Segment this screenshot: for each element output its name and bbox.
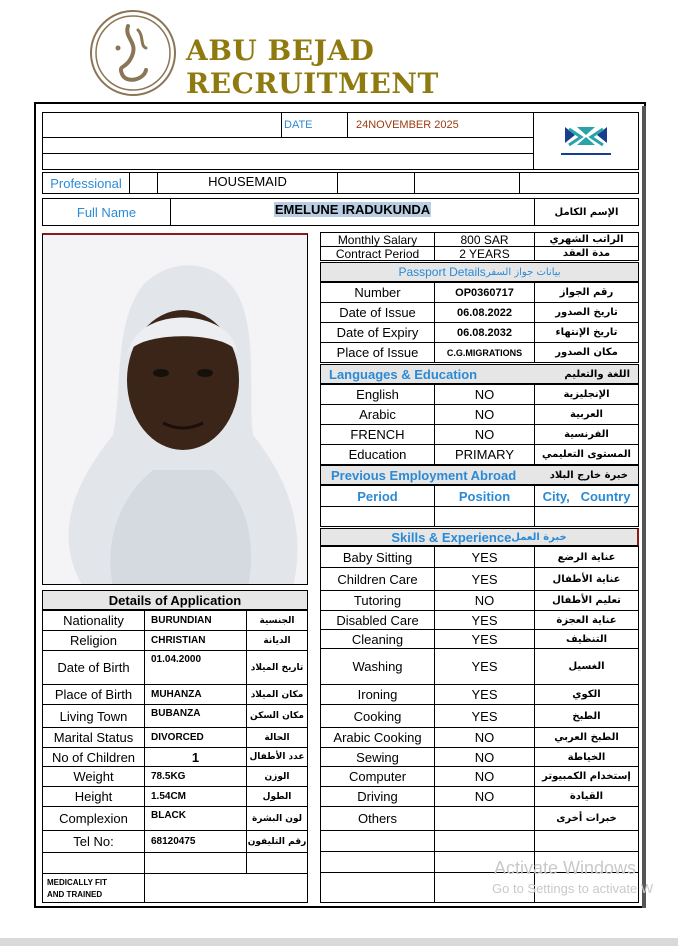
medical-line-1: MEDICALLY FIT bbox=[47, 878, 108, 887]
application-row-ar: مكان الميلاد bbox=[246, 684, 308, 705]
skill-row-value: NO bbox=[434, 590, 535, 611]
languages-heading bbox=[320, 364, 639, 384]
skill-row-ar: خبرات أخرى bbox=[534, 806, 639, 831]
application-row-label: Tel No: bbox=[42, 830, 145, 853]
skills-blank-row-1c bbox=[534, 830, 639, 852]
application-row-label: Weight bbox=[42, 766, 145, 787]
full-name-label: Full Name bbox=[42, 198, 171, 226]
skill-row-value: YES bbox=[434, 629, 535, 649]
application-row-label: Date of Birth bbox=[42, 650, 145, 685]
professional-blank-2 bbox=[337, 172, 415, 194]
application-row-ar: لون البشرة bbox=[246, 806, 308, 831]
application-row-value: DIVORCED bbox=[144, 727, 247, 748]
skill-row-ar: عناية الرضع bbox=[534, 546, 639, 568]
passport-row-label: Date of Issue bbox=[320, 302, 435, 323]
skills-blank-row-2 bbox=[320, 851, 435, 873]
professional-blank-4 bbox=[519, 172, 639, 194]
skill-row-label: Cleaning bbox=[320, 629, 435, 649]
passport-row-value: 06.08.2032 bbox=[434, 322, 535, 343]
application-row-label: Complexion bbox=[42, 806, 145, 831]
skills-heading-en: Skills & Experience bbox=[391, 529, 512, 545]
watermark-line-1: Activate Windows bbox=[494, 858, 637, 878]
application-row-ar: الوزن bbox=[246, 766, 308, 787]
application-row-value: CHRISTIAN bbox=[144, 630, 247, 651]
header-blank-2 bbox=[42, 137, 534, 154]
skills-heading bbox=[320, 528, 639, 546]
employment-heading bbox=[320, 465, 639, 485]
skill-row-label: Driving bbox=[320, 786, 435, 807]
full-name-value: EMELUNE IRADUKUNDA bbox=[274, 202, 431, 217]
passport-row-value: C.G.MIGRATIONS bbox=[434, 342, 535, 363]
application-row-ar: الحالة bbox=[246, 727, 308, 748]
skill-row-ar: عناية العجزة bbox=[534, 610, 639, 630]
professional-value: HOUSEMAID bbox=[157, 172, 338, 194]
header-blank-1 bbox=[42, 112, 282, 138]
application-heading: Details of Application bbox=[42, 590, 308, 610]
application-row-value: BURUNDIAN bbox=[144, 610, 247, 631]
salary-label-ar: الراتب الشهري bbox=[534, 232, 639, 247]
application-row-ar: عدد الأطفال bbox=[246, 747, 308, 767]
language-row-value: NO bbox=[434, 404, 535, 425]
application-row-label: Height bbox=[42, 786, 145, 807]
application-row-value: 01.04.2000 bbox=[144, 650, 247, 685]
employment-col-period: Period bbox=[320, 485, 435, 507]
application-row-value: 78.5KG bbox=[144, 766, 247, 787]
application-row-label: Living Town bbox=[42, 704, 145, 728]
agency-logo-icon bbox=[551, 121, 621, 161]
passport-row-value: OP0360717 bbox=[434, 282, 535, 303]
skills-blank-row-1b bbox=[434, 830, 535, 852]
watermark-line-2: Go to Settings to activate W bbox=[492, 881, 654, 896]
medical-box bbox=[42, 873, 145, 903]
skill-row-value: YES bbox=[434, 648, 535, 685]
application-blank-row-c bbox=[246, 852, 308, 874]
skill-row-value: YES bbox=[434, 567, 535, 591]
application-row-value: BLACK bbox=[144, 806, 247, 831]
employment-heading-ar: خبرة خارج البلاد bbox=[549, 469, 628, 481]
application-blank-row-b bbox=[144, 852, 247, 874]
agency-logo-box bbox=[533, 112, 639, 170]
skill-row-ar: إستخدام الكمبيوتر bbox=[534, 766, 639, 787]
skill-row-ar: القيادة bbox=[534, 786, 639, 807]
salary-value: 800 SAR bbox=[434, 232, 535, 247]
language-row-value: PRIMARY bbox=[434, 444, 535, 465]
employment-heading-en: Previous Employment Abroad bbox=[331, 467, 517, 483]
skill-row-value: YES bbox=[434, 704, 535, 728]
passport-heading-ar: بيانات جواز السفر bbox=[485, 266, 561, 278]
right-shadow bbox=[642, 106, 646, 908]
languages-heading-en: Languages & Education bbox=[329, 366, 478, 382]
skill-row-label: Sewing bbox=[320, 747, 435, 767]
application-row-label: Marital Status bbox=[42, 727, 145, 748]
skill-row-value: YES bbox=[434, 610, 535, 630]
skill-row-label: Washing bbox=[320, 648, 435, 685]
employment-blank-2 bbox=[434, 506, 535, 527]
skill-row-value: NO bbox=[434, 747, 535, 767]
skills-blank-row-3 bbox=[320, 872, 435, 903]
skill-row-value: NO bbox=[434, 727, 535, 748]
passport-row-label: Number bbox=[320, 282, 435, 303]
passport-row-ar: رقم الجواز bbox=[534, 282, 639, 303]
application-row-value: 68120475 bbox=[144, 830, 247, 853]
application-row-label: No of Children bbox=[42, 747, 145, 767]
full-name-value-cell bbox=[170, 198, 535, 226]
employment-blank-3 bbox=[534, 506, 639, 527]
language-row-label: Arabic bbox=[320, 404, 435, 425]
application-blank-row bbox=[42, 852, 145, 874]
application-row-ar: الديانة bbox=[246, 630, 308, 651]
language-row-value: NO bbox=[434, 384, 535, 405]
application-row-ar: تاريخ الميلاد bbox=[246, 650, 308, 685]
language-row-ar: المستوى التعليمي bbox=[534, 444, 639, 465]
skill-row-ar: تعليم الأطفال bbox=[534, 590, 639, 611]
passport-row-ar: تاريخ الإنتهاء bbox=[534, 322, 639, 343]
skills-heading-ar: خبرة العمل bbox=[511, 531, 567, 543]
application-row-label: Place of Birth bbox=[42, 684, 145, 705]
passport-heading-en: Passport Details bbox=[398, 265, 486, 279]
skill-row-value: NO bbox=[434, 786, 535, 807]
skill-row-ar: التنظيف bbox=[534, 629, 639, 649]
employment-col-city: City, Country bbox=[534, 485, 639, 507]
date-value: 24NOVEMBER 2025 bbox=[347, 112, 534, 138]
application-row-ar: الجنسية bbox=[246, 610, 308, 631]
skills-blank-row-1 bbox=[320, 830, 435, 852]
language-row-label: Education bbox=[320, 444, 435, 465]
skill-row-value bbox=[434, 806, 535, 831]
passport-row-ar: تاريخ الصدور bbox=[534, 302, 639, 323]
passport-row-value: 06.08.2022 bbox=[434, 302, 535, 323]
language-row-ar: الفرنسية bbox=[534, 424, 639, 445]
application-row-ar: مكان السكن bbox=[246, 704, 308, 728]
skill-row-label: Children Care bbox=[320, 567, 435, 591]
skill-row-label: Arabic Cooking bbox=[320, 727, 435, 748]
candidate-photo bbox=[42, 233, 308, 585]
skill-row-ar: الخياطة bbox=[534, 747, 639, 767]
skill-row-label: Computer bbox=[320, 766, 435, 787]
skill-row-label: Cooking bbox=[320, 704, 435, 728]
application-row-ar: الطول bbox=[246, 786, 308, 807]
skill-row-label: Tutoring bbox=[320, 590, 435, 611]
application-row-label: Nationality bbox=[42, 610, 145, 631]
skill-row-ar: الغسيل bbox=[534, 648, 639, 685]
skill-row-label: Baby Sitting bbox=[320, 546, 435, 568]
company-logo bbox=[88, 8, 178, 98]
skill-row-ar: الكوي bbox=[534, 684, 639, 705]
application-row-ar: رقم التليفون bbox=[246, 830, 308, 853]
skill-row-ar: عناية الأطفال bbox=[534, 567, 639, 591]
skill-row-ar: الطبخ العربي bbox=[534, 727, 639, 748]
contract-value: 2 YEARS bbox=[434, 246, 535, 261]
contract-label-ar: مدة العقد bbox=[534, 246, 639, 261]
date-label: DATE bbox=[281, 112, 348, 138]
skill-row-label: Disabled Care bbox=[320, 610, 435, 630]
professional-label: Professional bbox=[42, 172, 130, 194]
skill-row-label: Ironing bbox=[320, 684, 435, 705]
skill-row-value: NO bbox=[434, 766, 535, 787]
employment-col-position: Position bbox=[434, 485, 535, 507]
medical-blank bbox=[144, 873, 308, 903]
language-row-label: FRENCH bbox=[320, 424, 435, 445]
professional-blank-3 bbox=[414, 172, 520, 194]
passport-row-ar: مكان الصدور bbox=[534, 342, 639, 363]
skill-row-label: Others bbox=[320, 806, 435, 831]
medical-line-2: AND TRAINED bbox=[47, 890, 103, 899]
skill-row-value: YES bbox=[434, 546, 535, 568]
language-row-value: NO bbox=[434, 424, 535, 445]
language-row-label: English bbox=[320, 384, 435, 405]
activate-windows-watermark bbox=[492, 858, 678, 896]
full-name-label-ar: الإسم الكامل bbox=[534, 198, 639, 226]
salary-label: Monthly Salary bbox=[320, 232, 435, 247]
application-row-value: 1 bbox=[144, 747, 247, 767]
language-row-ar: الإنجليزية bbox=[534, 384, 639, 405]
passport-row-label: Place of Issue bbox=[320, 342, 435, 363]
application-row-value: MUHANZA bbox=[144, 684, 247, 705]
application-row-value: 1.54CM bbox=[144, 786, 247, 807]
skill-row-ar: الطبخ bbox=[534, 704, 639, 728]
header-blank-3 bbox=[42, 153, 534, 170]
language-row-ar: العربية bbox=[534, 404, 639, 425]
contract-label: Contract Period bbox=[320, 246, 435, 261]
skill-row-value: YES bbox=[434, 684, 535, 705]
bottom-bar bbox=[0, 938, 678, 946]
passport-heading bbox=[320, 262, 639, 282]
professional-blank-1 bbox=[129, 172, 158, 194]
application-row-value: BUBANZA bbox=[144, 704, 247, 728]
passport-row-label: Date of Expiry bbox=[320, 322, 435, 343]
languages-heading-ar: اللغة والتعليم bbox=[564, 368, 630, 380]
employment-blank-1 bbox=[320, 506, 435, 527]
application-row-label: Religion bbox=[42, 630, 145, 651]
company-name: ABU BEJAD RECRUITMENT bbox=[186, 34, 439, 100]
